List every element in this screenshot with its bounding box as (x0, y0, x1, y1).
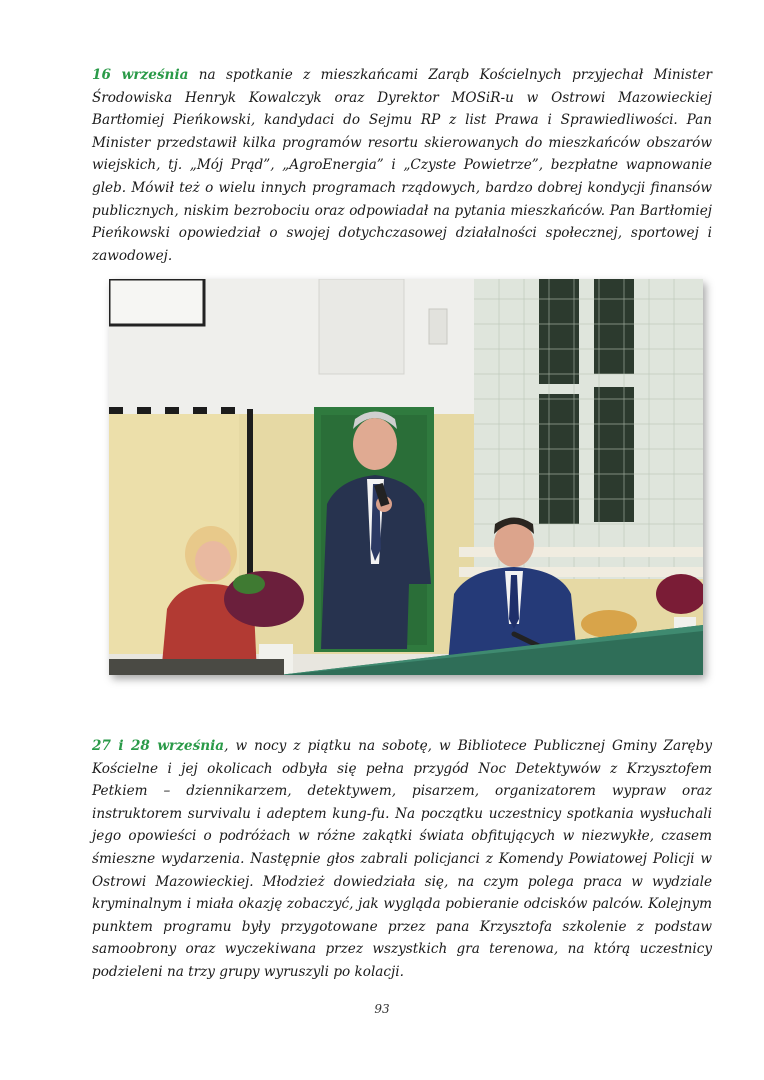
paragraph-september-16 (92, 64, 712, 267)
paragraph-text: na spotkanie z mieszkańcami Zarąb Kościelnych przyjechał Minister Środowiska Henryk Kowalczyk oraz Dyrektor MOSiR-u w Ostrowi Mazowieckiej Bartłomiej Pieńkowski, kandydaci do Sejmu RP z list Prawa i Sprawiedliwości. Pan Minister przedstawił kilka programów resortu skierowanych do mieszkańców obszarów wiejskich, tj. „Mój Prąd”, „AgroEnergia” i „Czyste Powietrze”, bezpłatne wapnowanie gleb. Mówił też o wielu innych programach rządowych, bardzo dobrej kondycji finansów publicznych, niskim bezrobociu oraz odpowiadał na pytania mieszkańców. Pan Bartłomiej Pieńkowski opowiedział o swojej dotychczasowej działalności społecznej, sportowej i zawodowej. (92, 67, 712, 264)
event-date: 16 września (92, 67, 189, 83)
event-date: 27 i 28 września (92, 738, 225, 754)
event-photo (109, 279, 703, 675)
paragraph-text: , w nocy z piątku na sobotę, w Bibliotece Publicznej Gminy Zaręby Kościelne i jej okolicach odbyła się pełna przygód Noc Detektywów z Krzysztofem Petkiem – dziennikarzem, detektywem, pisarzem, organizatorem wypraw oraz instruktorem survivalu i adeptem kung-fu. Na początku uczestnicy spotkania wysłuchali jego opowieści o podróżach w różne zakątki świata obfitujących w niezwykłe, czasem śmieszne wydarzenia. Następnie głos zabrali policjanci z Komendy Powiatowej Policji w Ostrowi Mazowieckiej. Młodzież dowiedziała się, na czym polega praca w wydziale kryminalnym i miała okazję zobaczyć, jak wygląda pobieranie odcisków palców. Kolejnym punktem programu były przygotowane przez pana Krzysztofa szkolenie z podstaw samoobrony oraz wyczekiwana przez wszystkich gra terenowa, na którą uczestnicy podzieleni na trzy grupy wyruszyli po kolacji. (92, 738, 713, 980)
page-number: 93 (374, 1002, 390, 1016)
paragraph-september-27-28 (92, 735, 712, 984)
